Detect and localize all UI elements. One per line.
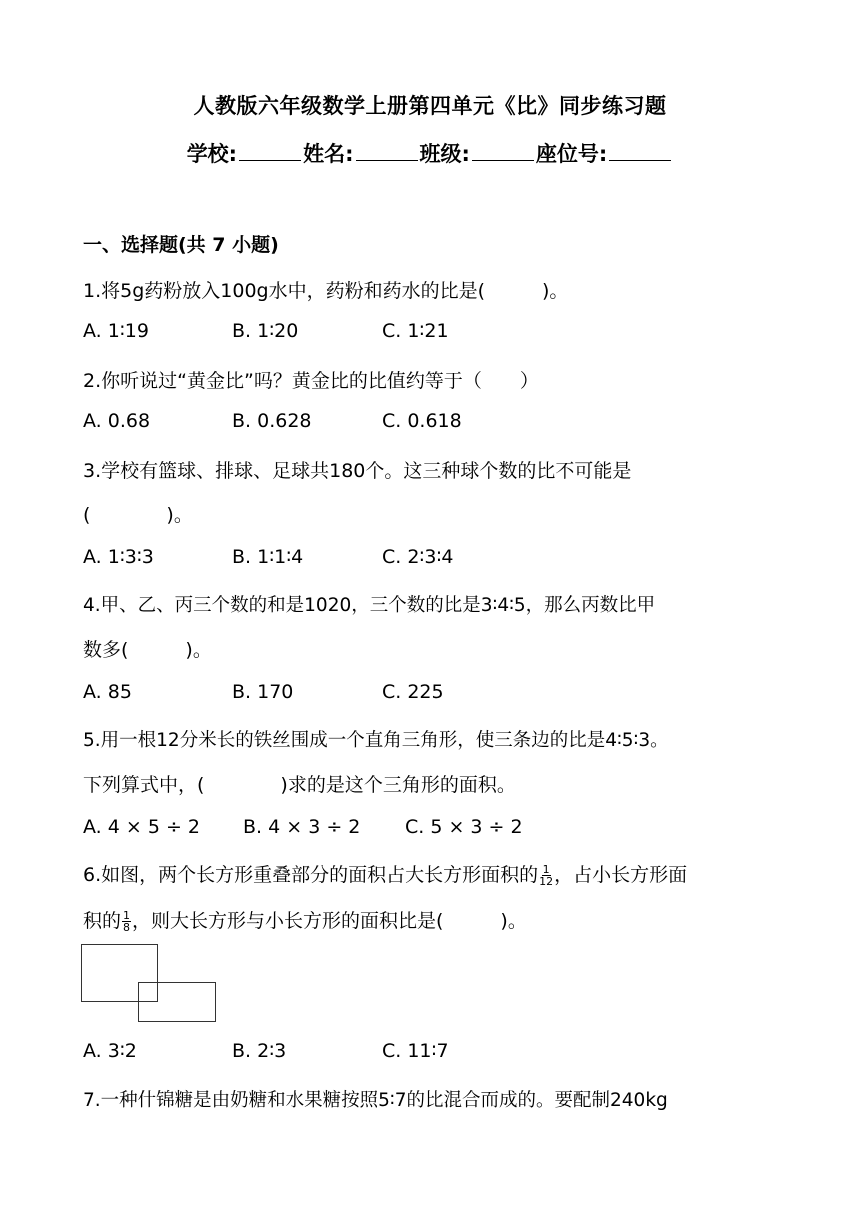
fraction-one-twelfth: $\frac{1}{12}$ [539, 863, 554, 888]
question-6-option-a: A. 3∶2 [83, 1040, 137, 1062]
name-blank [356, 142, 418, 161]
question-5-option-b: B. 4 × 3 ÷ 2 [243, 816, 361, 838]
fraction-one-eighth: $\frac{1}{8}$ [123, 909, 131, 934]
question-5-text-line1: 5.用一根12分米长的铁丝围成一个直角三角形，使三条边的比是4∶5∶3。 [83, 730, 669, 751]
question-4-option-c: C. 225 [382, 681, 444, 703]
question-2-option-a: A. 0.68 [83, 410, 151, 432]
question-6-text-part3: 积的 [83, 910, 122, 932]
question-6-text-part2: ，占小长方形面 [554, 864, 688, 886]
class-blank [472, 142, 534, 161]
question-2-option-b: B. 0.628 [232, 410, 312, 432]
section-heading: 一、选择题(共 7 小题) [83, 234, 279, 256]
page-title: 人教版六年级数学上册第四单元《比》同步练习题 [193, 94, 667, 118]
question-4-text-line2: 数多( )。 [83, 639, 212, 661]
question-6-option-c: C. 11∶7 [382, 1040, 449, 1062]
question-5-option-c: C. 5 × 3 ÷ 2 [405, 816, 523, 838]
question-6-text-part4: ，则大长方形与小长方形的面积比是( )。 [132, 910, 527, 932]
question-7-text-line1: 7.一种什锦糖是由奶糖和水果糖按照5∶7的比混合而成的。要配制240kg [83, 1090, 668, 1111]
question-4-text-line1: 4.甲、乙、丙三个数的和是1020，三个数的比是3∶4∶5，那么丙数比甲 [83, 595, 656, 616]
question-2-text: 2.你听说过“黄金比”吗？黄金比的比值约等于（ ） [83, 370, 539, 392]
small-rectangle [138, 982, 216, 1022]
question-1-option-a: A. 1∶19 [83, 320, 149, 342]
question-6-text-line1 [83, 860, 687, 887]
school-label: 学校: [186, 142, 238, 166]
question-1-option-b: B. 1∶20 [232, 320, 299, 342]
question-4-option-b: B. 170 [232, 681, 294, 703]
question-6-option-b: B. 2∶3 [232, 1040, 287, 1062]
question-5-text-line2: 下列算式中，( )求的是这个三角形的面积。 [83, 774, 516, 796]
question-4-option-a: A. 85 [83, 681, 132, 703]
seat-blank [609, 142, 671, 161]
student-info-line [0, 138, 860, 168]
question-3-option-a: A. 1∶3∶3 [83, 546, 154, 568]
class-label: 班级: [419, 142, 470, 166]
question-2-option-c: C. 0.618 [382, 410, 462, 432]
question-3-text-line2: ( )。 [83, 504, 193, 526]
question-6-text-part1: 6.如图，两个长方形重叠部分的面积占大长方形面积的 [83, 864, 539, 886]
question-3-option-c: C. 2∶3∶4 [382, 546, 454, 568]
question-3-text-line1: 3.学校有篮球、排球、足球共180个。这三种球个数的比不可能是 [83, 460, 632, 482]
question-6-text-line2 [83, 906, 527, 933]
question-1-option-c: C. 1∶21 [382, 320, 449, 342]
name-label: 姓名: [303, 142, 354, 166]
school-blank [239, 142, 301, 161]
question-3-option-b: B. 1∶1∶4 [232, 546, 304, 568]
question-1-text: 1.将5g药粉放入100g水中，药粉和药水的比是( )。 [83, 280, 569, 302]
question-5-option-a: A. 4 × 5 ÷ 2 [83, 816, 201, 838]
overlapping-rectangles-figure [81, 944, 221, 1024]
seat-label: 座位号: [535, 142, 608, 166]
